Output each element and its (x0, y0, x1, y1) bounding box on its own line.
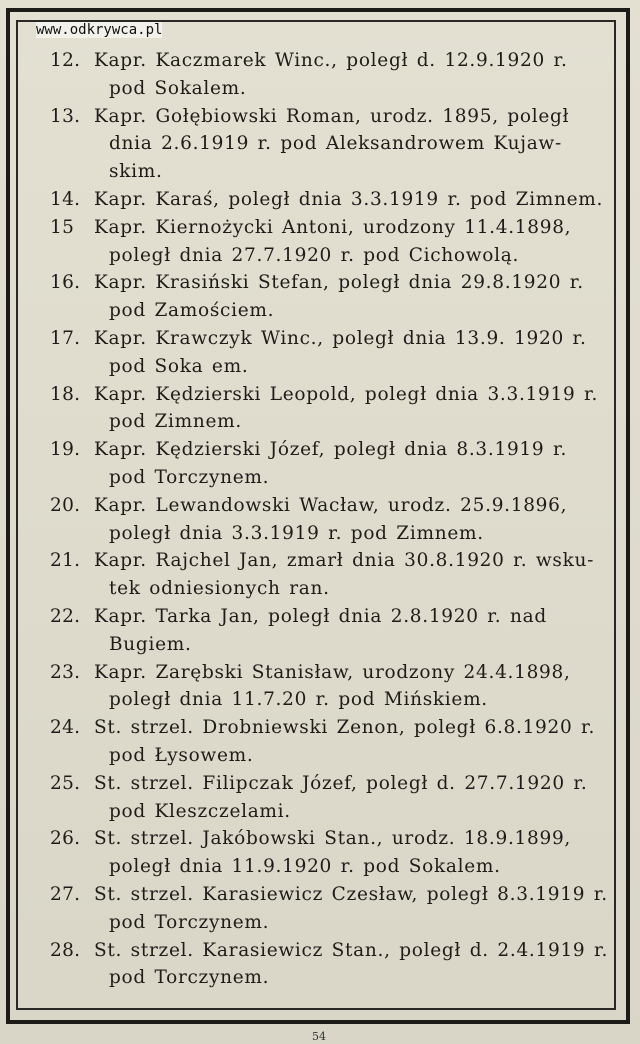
entry-number: 18. (50, 383, 81, 405)
entry-number: 22. (50, 605, 81, 627)
entry-number: 24. (50, 717, 81, 739)
entry-number: 26. (50, 828, 81, 850)
entry-text (94, 825, 606, 881)
entry-line: Kapr. Kędzierski Józef, poległ dnia 8.3.1919 r. (94, 439, 568, 461)
watermark: www.odkrywca.pl (36, 22, 163, 38)
entry-number: 20. (50, 494, 81, 516)
entry-text (94, 659, 606, 715)
entry-number: 27. (50, 883, 81, 905)
entry-continuation-line: pod Torczynem. (109, 466, 270, 488)
entry-continuation-line: pod Torczynem. (109, 911, 270, 933)
entry-number: 13. (50, 105, 81, 127)
entry-number: 21. (50, 550, 81, 572)
entry-line: St. strzel. Jakóbowski Stan., urodz. 18.9.1899, (94, 828, 571, 850)
entry-text (94, 214, 606, 270)
entry-number: 12. (50, 50, 81, 71)
entry-line: St. strzel. Filipczak Józef, poległ d. 27.7.1920 r. (94, 772, 588, 794)
entry-number: 15 (50, 216, 75, 238)
entry-continuation-line: pod Torczynem. (109, 967, 270, 989)
entry-text (94, 325, 606, 381)
entry-continuation-line: dnia 2.6.1919 r. pod Aleksandrowem Kujaw- (109, 133, 562, 155)
entry-text (94, 547, 606, 603)
entry-number: 23. (50, 661, 81, 683)
entry-number: 28. (50, 939, 81, 961)
entry-continuation-line: poległ dnia 11.7.20 r. pod Mińskiem. (109, 689, 488, 711)
entry-text (94, 47, 606, 103)
entry-line: Kapr. Karaś, poległ dnia 3.3.1919 r. pod Zimnem. (94, 188, 604, 210)
entry-text (94, 381, 606, 437)
entry-continuation-line: pod Łysowem. (109, 744, 254, 766)
list-item (50, 436, 606, 492)
list-item (50, 937, 609, 993)
entry-line: Kapr. Kiernożycki Antoni, urodzony 11.4.1898, (94, 216, 572, 238)
entry-continuation-line: tek odniesionych ran. (109, 578, 330, 600)
casualty-list (50, 47, 609, 992)
entry-continuation-line: poległ dnia 3.3.1919 r. pod Zimnem. (109, 522, 484, 544)
entry-text (94, 881, 608, 937)
entry-text (94, 937, 608, 993)
entry-text (94, 269, 606, 325)
entry-line: Kapr. Krasiński Stefan, poległ dnia 29.8.1920 r. (94, 272, 584, 294)
entry-line: Kapr. Krawczyk Winc., poległ dnia 13.9. 1920 r. (94, 327, 587, 349)
list-item (50, 714, 606, 770)
entry-line: Kapr. Kędzierski Leopold, poległ dnia 3.3.1919 r. (94, 383, 599, 405)
page-number: 54 (312, 1030, 326, 1043)
list-item (50, 659, 606, 715)
list-item (50, 547, 606, 603)
entry-text (94, 770, 606, 826)
entry-continuation-line: poległ dnia 27.7.1920 r. pod Cichowolą. (109, 244, 520, 266)
entry-line: St. strzel. Drobniewski Zenon, poległ 6.8.1920 r. (94, 717, 596, 739)
entry-continuation-line: pod Kleszczelami. (109, 800, 291, 822)
entry-continuation-line: Bugiem. (109, 633, 192, 655)
entry-line: Kapr. Rajchel Jan, zmarł dnia 30.8.1920 r. wsku- (94, 550, 595, 572)
entry-number: 17. (50, 327, 81, 349)
entry-text (94, 436, 606, 492)
list-item (50, 214, 606, 270)
entry-line: Kapr. Kaczmarek Winc., poległ d. 12.9.1920 r. (94, 50, 568, 71)
list-item (50, 103, 606, 186)
list-item (50, 186, 606, 214)
list-item (50, 269, 606, 325)
list-item (50, 770, 606, 826)
list-item (50, 325, 606, 381)
entry-continuation-line: pod Zimnem. (109, 411, 243, 433)
list-item (50, 381, 606, 437)
entry-continuation-line: skim. (109, 161, 163, 183)
list-item (50, 47, 606, 103)
entry-line: Kapr. Zarębski Stanisław, urodzony 24.4.1898, (94, 661, 571, 683)
entry-continuation-line: pod Soka em. (109, 355, 249, 377)
entry-line: Kapr. Gołębiowski Roman, urodz. 1895, poległ (94, 105, 570, 127)
entry-text (94, 103, 606, 186)
entry-number: 19. (50, 439, 81, 461)
entry-number: 14. (50, 188, 81, 210)
entry-line: Kapr. Tarka Jan, poległ dnia 2.8.1920 r. nad (94, 605, 547, 627)
entry-text (94, 492, 606, 548)
entry-number: 25. (50, 772, 81, 794)
list-item (50, 881, 606, 937)
list-item (50, 603, 606, 659)
entry-continuation-line: poległ dnia 11.9.1920 r. pod Sokalem. (109, 856, 501, 878)
entry-line: St. strzel. Karasiewicz Stan., poległ d. 2.4.1919 r. (94, 939, 609, 961)
list-item (50, 825, 606, 881)
entry-line: Kapr. Lewandowski Wacław, urodz. 25.9.1896, (94, 494, 568, 516)
entry-continuation-line: pod Sokalem. (109, 77, 247, 99)
entry-text (94, 603, 606, 659)
entry-line: St. strzel. Karasiewicz Czesław, poległ 8.3.1919 r. (94, 883, 608, 905)
entry-text (94, 714, 606, 770)
entry-continuation-line: pod Zamościem. (109, 300, 275, 322)
entry-text (94, 186, 606, 214)
entry-number: 16. (50, 272, 81, 294)
list-item (50, 492, 606, 548)
